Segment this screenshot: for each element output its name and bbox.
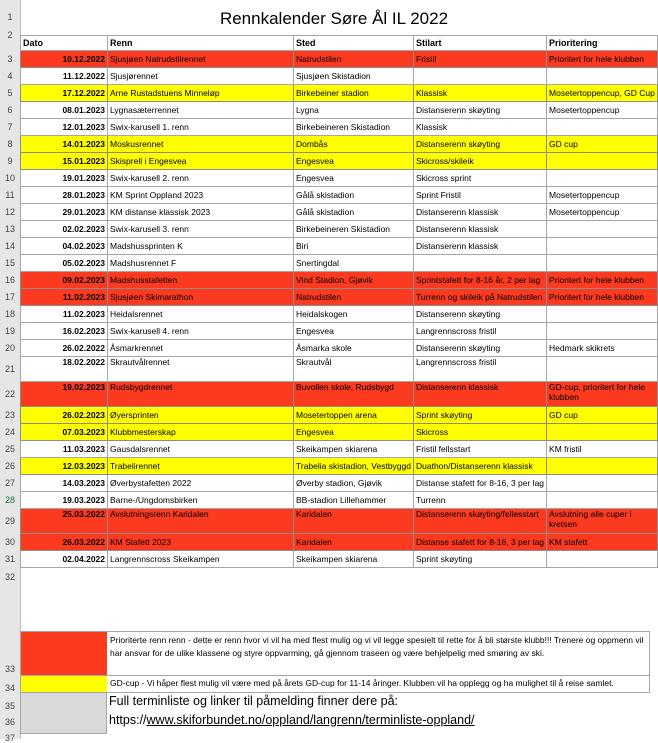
race-name-cell[interactable]: Øyersprinten: [108, 407, 294, 424]
row-number[interactable]: 2: [7, 30, 13, 40]
style-cell[interactable]: Turrenn og skileik på Natrudstilen: [414, 289, 547, 306]
header-row: [21, 36, 658, 51]
race-name-cell[interactable]: Swix-karusell 4. renn: [108, 323, 294, 340]
table-row: [21, 551, 658, 568]
table-row: [21, 357, 658, 382]
row-number[interactable]: 24: [4, 427, 15, 437]
footer-line1: Full terminliste og linker til påmelding finner dere på:: [109, 694, 399, 708]
style-cell[interactable]: Distanserenn skøyting: [414, 340, 547, 357]
row-number[interactable]: 35: [4, 701, 15, 711]
style-cell[interactable]: Sprint Fristil: [414, 187, 547, 204]
style-cell[interactable]: Distanserenn skøyting: [414, 136, 547, 153]
header-sted[interactable]: Sted: [294, 36, 414, 51]
row-number[interactable]: 25: [4, 444, 15, 454]
date-cell[interactable]: 15.01.2023: [21, 153, 108, 170]
row-number[interactable]: 3: [7, 54, 13, 64]
priority-cell[interactable]: [547, 551, 658, 568]
priority-cell[interactable]: [547, 306, 658, 323]
date-cell[interactable]: 19.01.2023: [21, 170, 108, 187]
row-number[interactable]: 32: [4, 571, 15, 582]
priority-cell[interactable]: [547, 475, 658, 492]
race-name-cell[interactable]: Madshusstafetten: [108, 272, 294, 289]
race-name-cell[interactable]: Lygnasæterrennet: [108, 102, 294, 119]
row-number[interactable]: 4: [7, 71, 13, 81]
race-name-cell[interactable]: Sjusjørennet: [108, 68, 294, 85]
race-name-cell[interactable]: Øverbystafetten 2022: [108, 475, 294, 492]
priority-cell[interactable]: [547, 492, 658, 509]
table-row: [21, 340, 658, 357]
row-number[interactable]: 1: [7, 12, 13, 22]
row-number[interactable]: 15: [4, 258, 15, 268]
race-name-cell[interactable]: Klubbmesterskap: [108, 424, 294, 441]
race-name-cell[interactable]: Moskusrennet: [108, 136, 294, 153]
style-cell[interactable]: Distanserenn skøyting: [414, 306, 547, 323]
date-cell[interactable]: 26.02.2023: [21, 407, 108, 424]
table-row: [21, 68, 658, 85]
date-cell[interactable]: 12.01.2023: [21, 119, 108, 136]
row-number[interactable]: 34: [4, 683, 15, 693]
style-cell[interactable]: Distanse stafett for 8-16, 3 per lag: [414, 534, 547, 551]
row-number[interactable]: 7: [7, 122, 13, 132]
date-cell[interactable]: 14.03.2023: [21, 475, 108, 492]
venue-cell[interactable]: BB-stadion Lillehammer: [294, 492, 414, 509]
priority-cell[interactable]: [547, 221, 658, 238]
race-name-cell[interactable]: Rudsbygdrennet: [108, 382, 294, 407]
style-cell[interactable]: Langrennscross fristil: [414, 357, 547, 382]
row-number[interactable]: 11: [5, 190, 15, 200]
date-cell[interactable]: 14.01.2023: [21, 136, 108, 153]
priority-cell[interactable]: Mosetertoppencup, GD Cup: [547, 85, 658, 102]
header-renn[interactable]: Renn: [108, 36, 294, 51]
style-cell[interactable]: Langrennscross fristil: [414, 323, 547, 340]
race-name-cell[interactable]: KM Stafett 2023: [108, 534, 294, 551]
style-cell[interactable]: Distanserenn klassisk: [414, 238, 547, 255]
footer-info: [20, 692, 648, 734]
row-number[interactable]: 27: [4, 478, 15, 488]
date-cell[interactable]: 02.04.2022: [21, 551, 108, 568]
race-name-cell[interactable]: Sjusjøen Natrudstilrennet: [108, 51, 294, 68]
priority-cell[interactable]: Prioritert for hele klubben: [547, 289, 658, 306]
style-cell[interactable]: Sprint skøyting: [414, 407, 547, 424]
row-number[interactable]: 13: [4, 224, 15, 234]
venue-cell[interactable]: Engesvea: [294, 153, 414, 170]
style-cell[interactable]: Klassisk: [414, 85, 547, 102]
venue-cell[interactable]: Skeikampen skiarena: [294, 551, 414, 568]
venue-cell[interactable]: Øverby stadion, Gjøvik: [294, 475, 414, 492]
priority-cell[interactable]: [547, 424, 658, 441]
style-cell[interactable]: Sprint skøyting: [414, 551, 547, 568]
row-number[interactable]: 19: [4, 326, 15, 336]
venue-cell[interactable]: Birkebeineren Skistadion: [294, 119, 414, 136]
race-name-cell[interactable]: Gausdalsrennet: [108, 441, 294, 458]
priority-cell[interactable]: [547, 458, 658, 475]
table-row: [21, 51, 658, 68]
style-cell[interactable]: [414, 255, 547, 272]
venue-cell[interactable]: Buvollen skole, Rudsbygd: [294, 382, 414, 407]
race-name-cell[interactable]: KM Sprint Oppland 2023: [108, 187, 294, 204]
date-cell[interactable]: 04.02.2023: [21, 238, 108, 255]
venue-cell[interactable]: Engesvea: [294, 424, 414, 441]
venue-cell[interactable]: Birkebeiner stadion: [294, 85, 414, 102]
venue-cell[interactable]: Trabelia skistadion, Vestbyggd: [294, 458, 414, 475]
row-number[interactable]: 29: [4, 516, 15, 526]
priority-cell[interactable]: KM fristil: [547, 441, 658, 458]
date-cell[interactable]: 10.12.2022: [21, 51, 108, 68]
date-cell[interactable]: 07.03.2023: [21, 424, 108, 441]
priority-cell[interactable]: Avslutning alle cuper i kretsen: [547, 509, 658, 534]
priority-cell[interactable]: GD cup: [547, 407, 658, 424]
priority-cell[interactable]: [547, 357, 658, 382]
priority-cell[interactable]: Prioritert for hele klubben: [547, 51, 658, 68]
venue-cell[interactable]: Natrudstilen: [294, 51, 414, 68]
race-calendar-table: [20, 35, 658, 568]
date-cell[interactable]: 11.02.2023: [21, 289, 108, 306]
row-number[interactable]: 31: [4, 554, 15, 564]
venue-cell[interactable]: Dombås: [294, 136, 414, 153]
table-row: [21, 492, 658, 509]
venue-cell[interactable]: Gålå skistadion: [294, 187, 414, 204]
footer-line2: [109, 713, 475, 727]
table-row: [21, 458, 658, 475]
table-row: [21, 221, 658, 238]
date-cell[interactable]: 25.03.2022: [21, 509, 108, 534]
table-row: [21, 204, 658, 221]
priority-cell[interactable]: Hedmark skikrets: [547, 340, 658, 357]
footer-gray-cell[interactable]: [20, 692, 107, 734]
date-cell[interactable]: 29.01.2023: [21, 204, 108, 221]
style-cell[interactable]: Sprintstafett for 8-16 år, 2 per lag: [414, 272, 547, 289]
table-row: [21, 153, 658, 170]
venue-cell[interactable]: Snertingdal: [294, 255, 414, 272]
date-cell[interactable]: 17.12.2022: [21, 85, 108, 102]
priority-cell[interactable]: GD cup: [547, 136, 658, 153]
row-number[interactable]: 30: [4, 537, 15, 547]
header-prioritering[interactable]: Prioritering: [547, 36, 658, 51]
venue-cell[interactable]: Biri: [294, 238, 414, 255]
row-number[interactable]: 26: [4, 461, 15, 471]
row-number[interactable]: 33: [4, 664, 15, 674]
date-cell[interactable]: 11.02.2023: [21, 306, 108, 323]
venue-cell[interactable]: Natrudstilen: [294, 289, 414, 306]
venue-cell[interactable]: Karidalen: [294, 509, 414, 534]
venue-cell[interactable]: Karidalen: [294, 534, 414, 551]
venue-cell[interactable]: Skrautvål: [294, 357, 414, 382]
row-number[interactable]: 22: [4, 389, 15, 399]
venue-cell[interactable]: Gålå skistadion: [294, 204, 414, 221]
race-name-cell[interactable]: Trabelirennet: [108, 458, 294, 475]
priority-cell[interactable]: Mosetertoppencup: [547, 187, 658, 204]
table-row: [21, 382, 658, 407]
style-cell[interactable]: Distanserenn klassisk: [414, 382, 547, 407]
style-cell[interactable]: Distanse stafett for 8-16, 3 per lag: [414, 475, 547, 492]
row-number[interactable]: 9: [7, 156, 13, 166]
venue-cell[interactable]: Sjusjøen Skistadion: [294, 68, 414, 85]
venue-cell[interactable]: Åsmarka skole: [294, 340, 414, 357]
row-number[interactable]: 21: [4, 364, 15, 374]
race-name-cell[interactable]: Langrennscross Skeikampen: [108, 551, 294, 568]
style-cell[interactable]: Skicross/skileik: [414, 153, 547, 170]
race-name-cell[interactable]: Madshussprinten K: [108, 238, 294, 255]
race-name-cell[interactable]: Swix-karusell 3. renn: [108, 221, 294, 238]
style-cell[interactable]: [414, 68, 547, 85]
race-name-cell[interactable]: Skrautvålrennet: [108, 357, 294, 382]
race-name-cell[interactable]: Heidalsrennet: [108, 306, 294, 323]
table-row: [21, 441, 658, 458]
table-row: [21, 187, 658, 204]
row-number[interactable]: 8: [7, 139, 13, 149]
venue-cell[interactable]: Engesvea: [294, 323, 414, 340]
race-name-cell[interactable]: KM distanse klassisk 2023: [108, 204, 294, 221]
date-cell[interactable]: 12.03.2023: [21, 458, 108, 475]
date-cell[interactable]: 11.12.2022: [21, 68, 108, 85]
priority-cell[interactable]: KM stafett: [547, 534, 658, 551]
venue-cell[interactable]: Mosetertoppen arena: [294, 407, 414, 424]
priority-cell[interactable]: [547, 238, 658, 255]
row-number[interactable]: 16: [4, 275, 15, 285]
table-row: [21, 170, 658, 187]
row-number[interactable]: 23: [4, 410, 15, 420]
row-number[interactable]: 18: [4, 309, 15, 319]
sheet-title[interactable]: Rennkalender Søre Ål IL 2022: [219, 9, 449, 28]
table-row: [21, 136, 658, 153]
row-number[interactable]: 37: [4, 733, 15, 743]
row-number-gutter: [0, 0, 21, 743]
row-number[interactable]: 17: [4, 292, 15, 302]
row-number[interactable]: 6: [7, 105, 13, 115]
style-cell[interactable]: Duathon/Distanserenn klassisk: [414, 458, 547, 475]
table-row: [21, 407, 658, 424]
priority-cell[interactable]: Mosetertoppencup: [547, 204, 658, 221]
row-number[interactable]: 12: [4, 207, 15, 217]
date-cell[interactable]: 28.01.2023: [21, 187, 108, 204]
priority-cell[interactable]: [547, 255, 658, 272]
table-row: [21, 475, 658, 492]
table-row: [21, 272, 658, 289]
venue-cell[interactable]: Heidalskogen: [294, 306, 414, 323]
priority-cell[interactable]: [547, 153, 658, 170]
date-cell[interactable]: 19.03.2023: [21, 492, 108, 509]
style-cell[interactable]: Skicross: [414, 424, 547, 441]
style-cell[interactable]: Klassisk: [414, 119, 547, 136]
date-cell[interactable]: 08.01.2023: [21, 102, 108, 119]
priority-cell[interactable]: [547, 68, 658, 85]
priority-cell[interactable]: GD-cup, prioritert for hele klubben: [547, 382, 658, 407]
style-cell[interactable]: Distanserenn skøyting/fellesstart: [414, 509, 547, 534]
row-number[interactable]: 10: [4, 173, 15, 183]
race-name-cell[interactable]: Skisprell i Engesvea: [108, 153, 294, 170]
date-cell[interactable]: 02.02.2023: [21, 221, 108, 238]
priority-cell[interactable]: Mosetertoppencup: [547, 102, 658, 119]
priority-cell[interactable]: [547, 323, 658, 340]
style-cell[interactable]: Distanserenn klassisk: [414, 221, 547, 238]
legend-yellow[interactable]: [20, 675, 650, 693]
priority-cell[interactable]: [547, 119, 658, 136]
legend-red[interactable]: [20, 631, 650, 676]
race-name-cell[interactable]: Sjusjøen Skimarathon: [108, 289, 294, 306]
venue-cell[interactable]: Skeikampen skiarena: [294, 441, 414, 458]
table-row: [21, 424, 658, 441]
date-cell[interactable]: 26.02.2022: [21, 340, 108, 357]
style-cell[interactable]: Skicross sprint: [414, 170, 547, 187]
venue-cell[interactable]: Vind Stadion, Gjøvik: [294, 272, 414, 289]
row-number[interactable]: 20: [4, 343, 15, 353]
race-name-cell[interactable]: Swix-karusell 2. renn: [108, 170, 294, 187]
red-swatch: [21, 632, 107, 675]
date-cell[interactable]: 18.02.2022: [21, 357, 108, 382]
yellow-swatch: [21, 676, 107, 692]
date-cell[interactable]: 11.03.2023: [21, 441, 108, 458]
row-number[interactable]: 5: [7, 88, 13, 98]
header-stilart[interactable]: Stilart: [414, 36, 547, 51]
footer-link-prefix: https://: [109, 713, 147, 727]
style-cell[interactable]: Distanserenn klassisk: [414, 204, 547, 221]
race-name-cell[interactable]: Åsmarkrennet: [108, 340, 294, 357]
table-row: [21, 509, 658, 534]
race-name-cell[interactable]: Swix-karusell 1. renn: [108, 119, 294, 136]
table-row: [21, 306, 658, 323]
race-name-cell[interactable]: Avslutningsrenn Karidalen: [108, 509, 294, 534]
race-name-cell[interactable]: Arne Rustadstuens Minneløp: [108, 85, 294, 102]
style-cell[interactable]: Fristil fellsstart: [414, 441, 547, 458]
table-row: [21, 119, 658, 136]
legend-red-text: Prioriterte renn renn - dette er renn hvor vi vil ha med flest mulig og vi vil legge spesielt til rette for å bli største klubb!!! Trenere og oppmenn vil har ansvar for de ulike klassene og styre oppvarming, gå gjennom traseen og være behjelpelig med smøring av ski.: [110, 635, 644, 658]
terminliste-link[interactable]: www.skiforbundet.no/oppland/langrenn/terminliste-oppland/: [146, 713, 475, 727]
table-row: [21, 255, 658, 272]
venue-cell[interactable]: Birkebeineren Skistadion: [294, 221, 414, 238]
row-number[interactable]: 36: [4, 717, 15, 727]
venue-cell[interactable]: Engesvea: [294, 170, 414, 187]
legend-yellow-text: GD-cup - Vi håper flest mulig vil være med på årets GD-cup for 11-14 åringer. Klubben vil ha opplegg og ha mulighet til å reise samlet.: [110, 678, 614, 688]
style-cell[interactable]: Distanserenn skøyting: [414, 102, 547, 119]
table-row: [21, 289, 658, 306]
priority-cell[interactable]: Prioritert for hele klubben: [547, 272, 658, 289]
venue-cell[interactable]: Lygna: [294, 102, 414, 119]
date-cell[interactable]: 09.02.2023: [21, 272, 108, 289]
date-cell[interactable]: 19.02.2023: [21, 382, 108, 407]
style-cell[interactable]: Turrenn: [414, 492, 547, 509]
row-number[interactable]: 14: [4, 241, 15, 251]
race-name-cell[interactable]: Madshusrennet F: [108, 255, 294, 272]
date-cell[interactable]: 16.02.2023: [21, 323, 108, 340]
table-row: [21, 534, 658, 551]
row-number[interactable]: 28: [4, 495, 15, 505]
header-dato[interactable]: Dato: [21, 36, 108, 51]
style-cell[interactable]: Fristil: [414, 51, 547, 68]
table-row: [21, 238, 658, 255]
date-cell[interactable]: 26.03.2022: [21, 534, 108, 551]
table-row: [21, 85, 658, 102]
race-name-cell[interactable]: Barne-/Ungdomsbirken: [108, 492, 294, 509]
date-cell[interactable]: 05.02.2023: [21, 255, 108, 272]
table-row: [21, 102, 658, 119]
priority-cell[interactable]: [547, 170, 658, 187]
table-row: [21, 323, 658, 340]
